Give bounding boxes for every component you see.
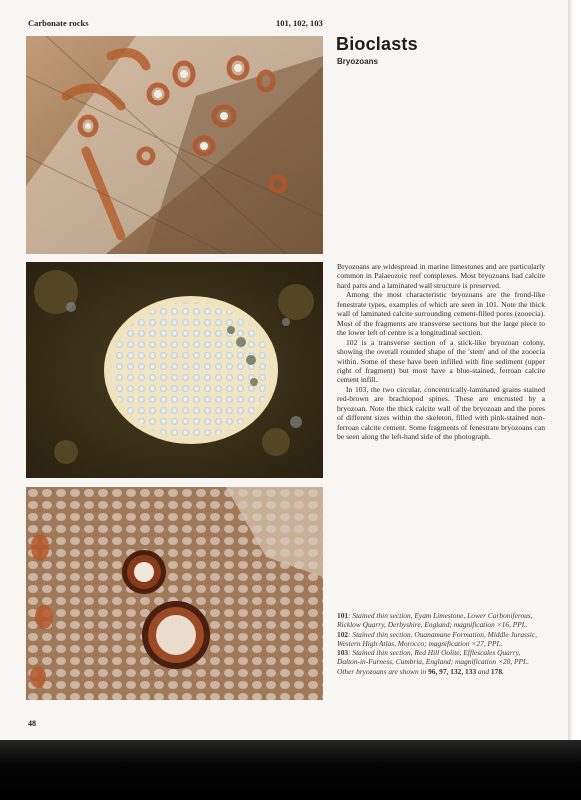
caption-102: 102: Stained thin section, Ouanamane Formation, Middle Jurassic, Western High Atlas, Morocco; magnification ×27, PPL. [337,629,537,648]
cross-reference-note [337,667,545,676]
body-text [337,262,545,442]
caption-text: Stained thin section, Eyam Limestone, Lower Carboniferous, Ricklow Quarry, Derbyshire, England; magnification ×16, PPL. [337,611,533,630]
body-paragraph: Among the most characteristic bryozoans are the frond-like fenestrate types, examples of which are seen in 101. Note the thick wall of laminated calcite surrounding cement-filled pores (zooecia). Most of the fragments are transverse sections but the large piece to the lower left of centre is a longitudinal section. [337,290,545,338]
running-head-section: Carbonate rocks [28,18,89,28]
photomicrograph-102 [26,262,323,478]
note-prefix: Other bryozoans are shown in [337,666,429,676]
note-suffix: . [502,666,504,676]
caption-label: 103 [337,648,349,658]
page-edge-shadow [568,0,581,740]
photomicrograph-103 [26,487,323,700]
caption-label: 102 [337,629,349,639]
page-number: 48 [28,719,36,728]
body-paragraph: Bryozoans are widespread in marine limestones and are particularly common in Palaeozoic reef complexes. Most bryozoans had calcite hard parts and a laminated wall structure is preserved. [337,262,545,290]
photomicrograph-101 [26,36,323,254]
running-head-figures: 101, 102, 103 [276,18,323,28]
figure-captions [337,611,545,676]
caption-label: 101 [337,611,349,620]
page-subtitle: Bryozoans [337,57,378,66]
page-title: Bioclasts [336,34,418,54]
body-paragraph: 102 is a transverse section of a stick-like bryozoan colony, showing the overall rounded shape of the 'stem' and of the zooecia within. Some of these have been infilled with fine sediment (upper right of fragment) but most have a blue-stained, ferroan calcite cement infill. [337,337,545,385]
caption-text: Stained thin section, Ouanamane Formation, Middle Jurassic, Western High Atlas, Morocco; magnification ×27, PPL. [337,629,537,648]
body-paragraph: In 103, the two circular, concentrically-laminated grains stained red-brown are brachiopod spines. These are encrusted by a bryozoan. Note the thick calcite wall of the bryozoan and the pores of different sizes within the skeleton, filled with pink-stained non-ferroan calcite cement. Some fragments of fenestrate bryozoans can be seen along the left-hand side of the photograph. [337,384,545,442]
caption-103: 103: Stained thin section, Red Hill Oolite, Efflescales Quarry, Dalton-in-Furness, Cumbria, England; magnification ×20, PPL. [337,648,530,667]
note-conj: and [476,666,491,676]
scan-bottom-band [0,740,581,800]
note-refs: 96, 97, 132, 133 [428,666,477,676]
note-last: 178 [490,666,503,676]
caption-text: Stained thin section, Red Hill Oolite, Efflescales Quarry, Dalton-in-Furness, Cumbria, England; magnification ×20, PPL. [337,648,530,667]
caption-101: 101: Stained thin section, Eyam Limestone, Lower Carboniferous, Ricklow Quarry, Derbyshire, England; magnification ×16, PPL. [337,611,533,630]
